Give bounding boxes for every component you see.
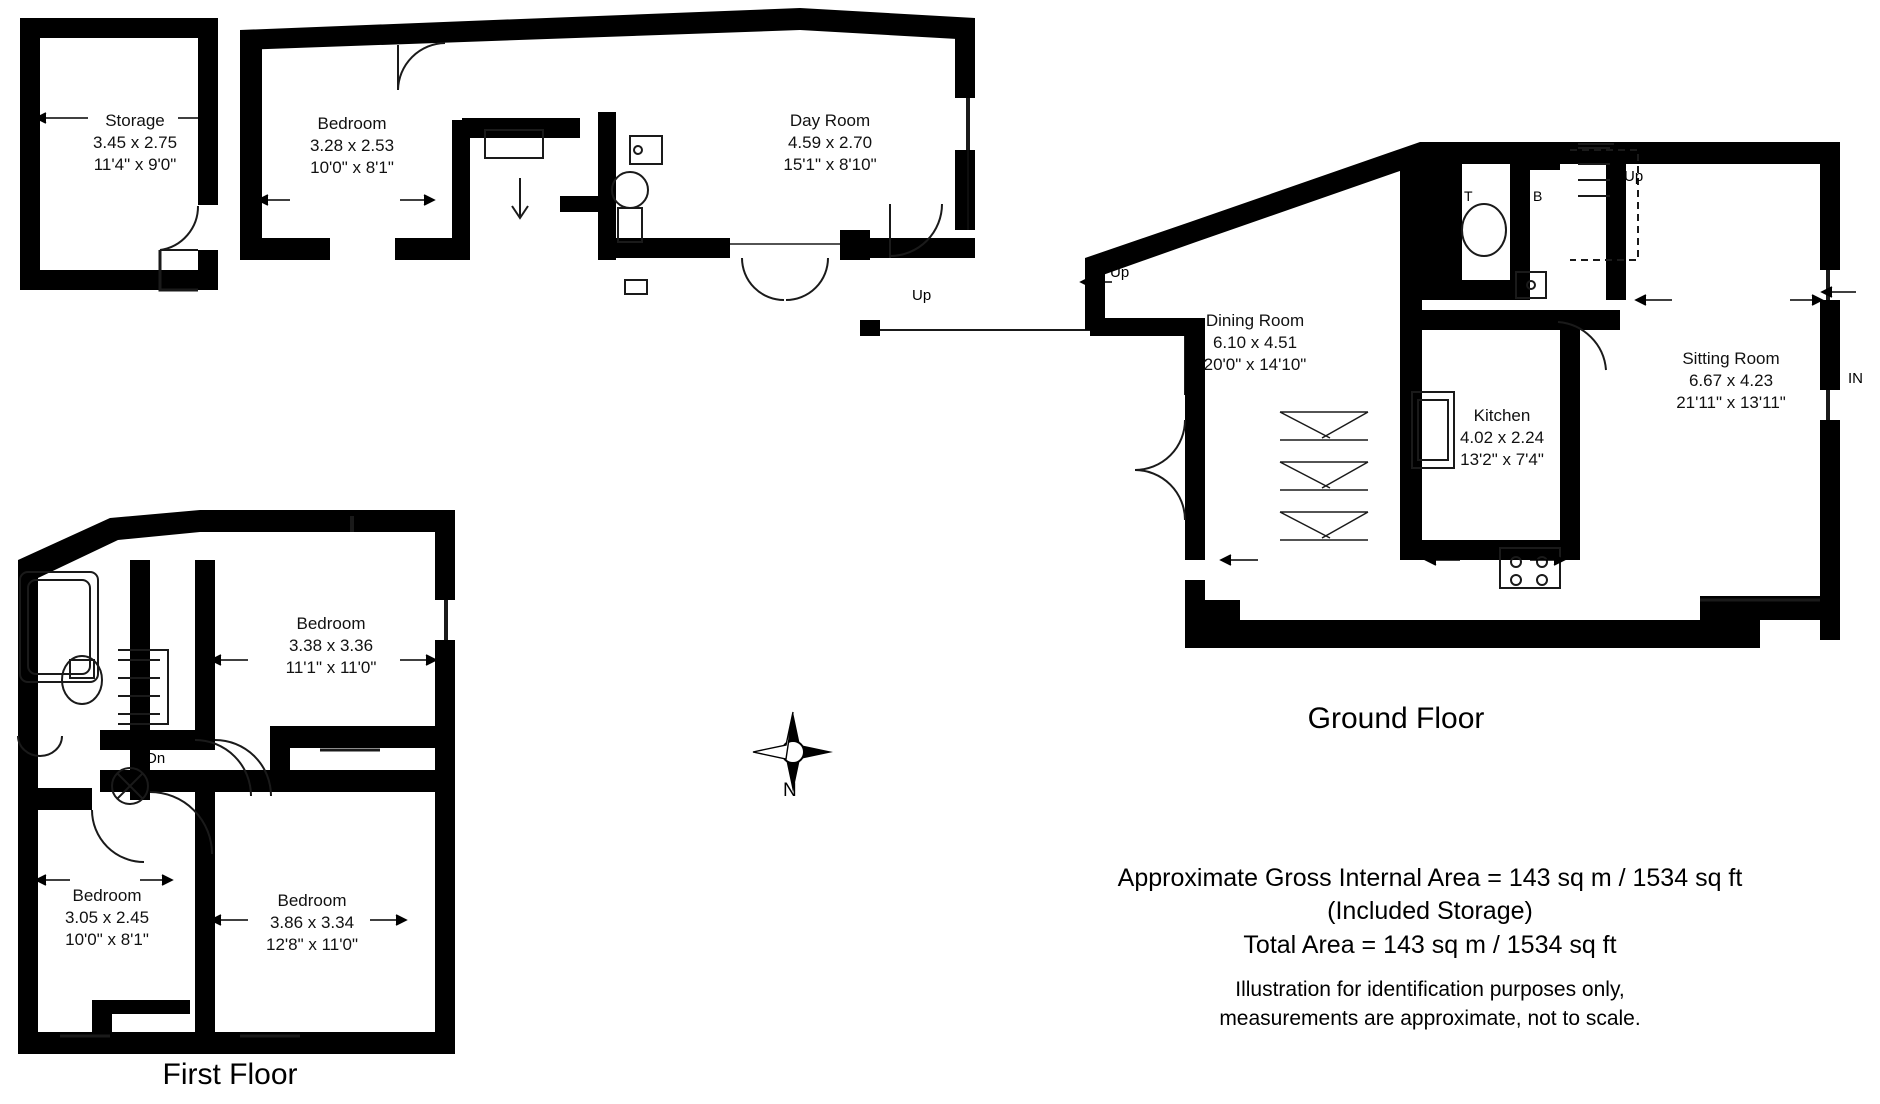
stair-marker-up-annex: Up [912,287,932,304]
tank-marker: T [1464,188,1473,204]
room-dimension-imperial: 10'0" x 8'1" [310,157,394,177]
compass-north-label: N [783,780,797,801]
room-dimension-imperial: 21'11" x 13'11" [1676,392,1786,412]
entrance-marker-in: IN [1848,370,1863,387]
room-dimension-metric: 3.38 x 3.36 [288,635,374,655]
summary-line-disclaimer-1: Illustration for identification purposes only, [1235,977,1625,1001]
room-label-kitchen [1412,405,1592,470]
room-dimension-metric: 3.05 x 2.45 [64,907,150,927]
room-label-bedroom-annex [262,113,442,178]
annex-floor-detail [160,43,1190,395]
room-label-bedroom-first-1 [236,613,426,678]
stair-marker-dn: Dn [146,750,166,767]
room-name: Bedroom [317,114,387,133]
room-name: Bedroom [72,886,142,905]
room-dimension-metric: 6.10 x 4.51 [1212,332,1298,352]
room-label-storage [45,110,225,175]
boiler-marker: B [1533,188,1543,204]
room-name: Sitting Room [1682,349,1780,368]
first-floor-walls [18,510,455,1054]
room-dimension-metric: 4.59 x 2.70 [787,132,873,152]
summary-line-gross-area: Approximate Gross Internal Area = 143 sq m / 1534 sq ft [1117,864,1743,892]
room-dimension-imperial: 10'0" x 8'1" [65,929,149,949]
summary-line-total-area: Total Area = 143 sq m / 1534 sq ft [1243,930,1617,959]
stair-marker-up-ground-2: Up [1624,168,1644,185]
room-name: Dining Room [1205,311,1305,330]
room-dimension-imperial: 12'8" x 11'0" [266,934,358,954]
floor-title-ground: Ground Floor [1307,702,1485,735]
room-name: Storage [105,111,165,130]
room-label-bedroom-first-2 [22,885,192,950]
room-dimension-metric: 3.86 x 3.34 [269,912,355,932]
room-label-sitting-room [1636,348,1826,413]
floor-title-first: First Floor [162,1058,298,1091]
room-label-day-room [740,110,920,175]
stair-marker-up-ground: Up [1110,264,1130,281]
room-label-bedroom-first-3 [222,890,402,955]
room-label-dining-room [1160,310,1350,375]
summary-line-disclaimer-2: measurements are approximate, not to scale. [1219,1006,1641,1030]
room-dimension-metric: 4.02 x 2.24 [1459,427,1545,447]
room-name: Day Room [789,111,871,130]
summary-line-storage-note: (Included Storage) [1327,897,1533,926]
room-dimension-metric: 3.28 x 2.53 [309,135,395,155]
room-dimension-imperial: 11'1" x 11'0" [285,657,377,677]
area-summary [1010,862,1850,1034]
room-dimension-imperial: 13'2" x 7'4" [1460,449,1544,469]
room-dimension-metric: 3.45 x 2.75 [92,132,178,152]
room-name: Kitchen [1473,406,1531,425]
room-name: Bedroom [277,891,347,910]
room-dimension-imperial: 20'0" x 14'10" [1203,354,1307,374]
room-name: Bedroom [296,614,366,633]
room-dimension-metric: 6.67 x 4.23 [1688,370,1774,390]
room-dimension-imperial: 15'1" x 8'10" [783,154,877,174]
room-dimension-imperial: 11'4" x 9'0" [93,154,177,174]
